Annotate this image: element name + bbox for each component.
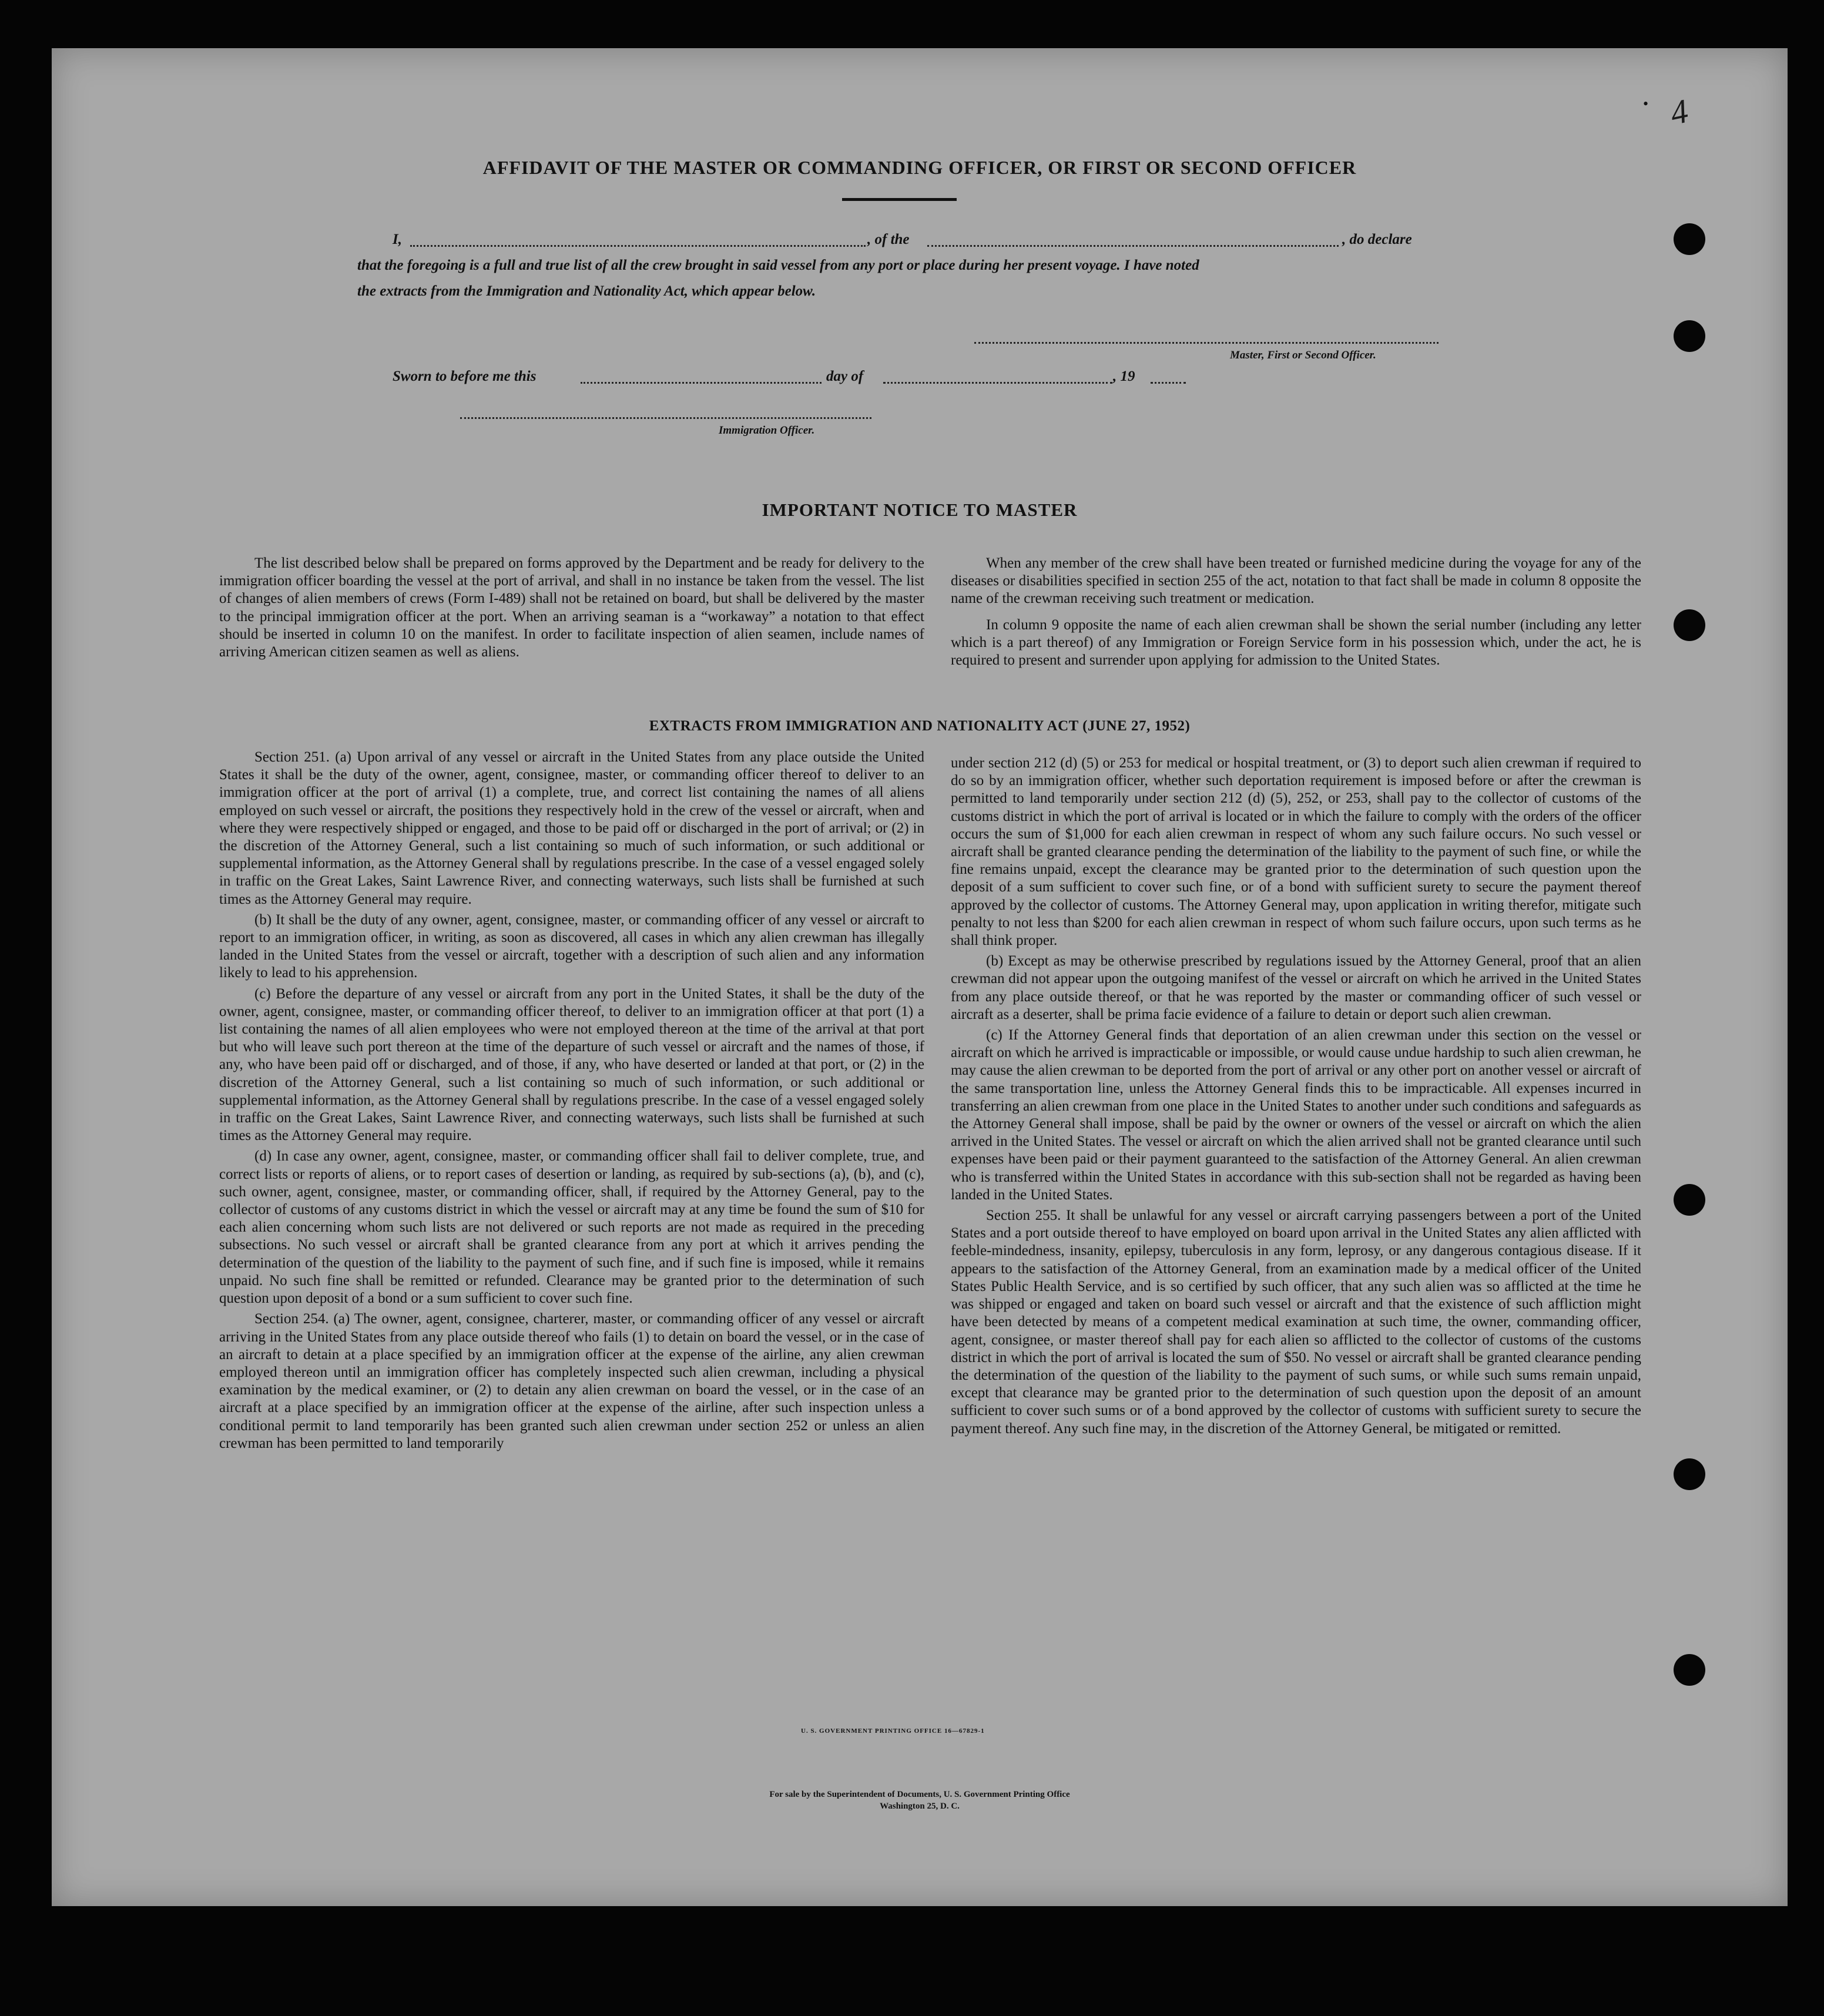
sale-notice	[52, 1789, 1788, 1812]
section-254-c: (c) If the Attorney General finds that deportation of an alien crewman under this section on the vessel or aircraft on which he arrived is impracticable or impossible, or would cause undue hardship to such alien crewman, he may cause the alien crewman to be deported from the port of arrival or any other port on another vessel or aircraft of the same transportation line, unless the Attorney General finds this to be impracticable. All expenses incurred in transferring an alien crewman from one place in the United States to another under such conditions and safeguards as the Attorney General shall impose, shall be paid by the owner or owners of the vessel or aircraft on which the alien arrived in the United States. The vessel or aircraft on which the alien arrived shall not be granted clearance until such expenses have been paid or their payment guaranteed to the satisfaction of the Attorney General. An alien crewman who is transferred within the United States in accordance with this sub-section shall not be regarded as having been landed in the United States.	[951, 1027, 1641, 1203]
extracts-right-column	[951, 754, 1641, 1441]
notice-right-column	[951, 555, 1641, 677]
handwritten-page-mark: 4	[1667, 91, 1692, 133]
master-signature-field[interactable]	[974, 342, 1439, 344]
sworn-month-field[interactable]	[883, 382, 1112, 384]
sale-line-1: For sale by the Superintendent of Documents, U. S. Government Printing Office	[769, 1790, 1070, 1799]
sale-line-2: Washington 25, D. C.	[880, 1802, 960, 1811]
binder-hole	[1674, 320, 1705, 352]
notice-left-paragraph: The list described below shall be prepared on forms approved by the Department and be ready for delivery to the immigration officer boarding the vessel at the port of arrival, and shall in no instance be taken from the vessel. The list of changes of alien members of crews (Form I-489) shall not be retained on board, but shall be delivered by the master to the principal immigration officer at the port. When an arriving seaman is a “workaway” a notation to that effect should be inserted in column 10 on the manifest. In order to facilitate inspection of alien seamen, include names of arriving American citizen seamen as well as aliens.	[219, 555, 924, 660]
section-251-b: (b) It shall be the duty of any owner, agent, consignee, master, or commanding officer of any vessel or aircraft to report to an immigration officer, in writing, as soon as discovered, all cases in which any alien crewman has illegally landed in the United States from the vessel or aircraft, together with a description of such alien and any information likely to lead to his apprehension.	[219, 911, 924, 981]
name-field[interactable]	[410, 245, 866, 247]
notice-left-column	[219, 555, 924, 664]
binder-hole	[1674, 1184, 1705, 1216]
do-declare-label: , do declare	[1342, 232, 1412, 247]
binder-hole	[1674, 609, 1705, 641]
section-251-d: (d) In case any owner, agent, consignee, master, or commanding officer shall fail to deliver complete, true, and correct lists or reports of aliens, or to report cases of desertion or landing, as required by sub-sections (a), (b), and (c), such owner, agent, consignee, master, or commanding officer, shall, if required by the Attorney General, pay to the collector of customs of any customs district in which the vessel or aircraft may at any time be found the sum of $10 for each alien concerning whom such lists are not delivered or such reports are not made as required in the preceding subsections. No such vessel or aircraft shall be granted clearance from any port at which it arrives pending the determination of the question of the liability to the payment of such fine, and if such fine is imposed, while it remains unpaid. No such fine shall be remitted or refunded. Clearance may be granted prior to the determination of such question upon deposit of a bond or a sum sufficient to cover such fine.	[219, 1148, 924, 1307]
day-of-label: day of	[826, 368, 864, 384]
master-caption: Master, First or Second Officer.	[1230, 349, 1376, 361]
year-label: , 19	[1113, 368, 1135, 384]
of-the-label: , of the	[867, 232, 910, 247]
sworn-day-field[interactable]	[581, 382, 822, 384]
extracts-left-column	[219, 749, 924, 1455]
form-page	[52, 48, 1788, 1906]
printing-office-imprint: U. S. GOVERNMENT PRINTING OFFICE 16—67829-1	[801, 1727, 985, 1735]
sworn-year-field[interactable]	[1151, 382, 1186, 384]
affidavit-statement-line2: the extracts from the Immigration and Nationality Act, which appear below.	[357, 283, 816, 299]
title-rule	[842, 198, 957, 201]
binder-hole	[1674, 1458, 1705, 1490]
section-251-c: (c) Before the departure of any vessel or aircraft from any port in the United States, it shall be the duty of the owner, agent, consignee, master, or commanding officer thereof, to deliver to an immigration officer at that port (1) a list containing the names of all alien employees who were not employed thereon at the time of the arrival at that port but who will leave such port thereon at the time of the departure of such vessel or aircraft and the names of those, if any, who have been paid off or discharged, and of those, if any, who have deserted or landed at that port, or (2) in the discretion of the Attorney General, such a list containing so much of such information, or such additional or supplemental information, as the Attorney General shall by regulations prescribe. In the case of a vessel engaged solely in traffic on the Great Lakes, Saint Lawrence River, and connecting waterways, such lists shall be furnished at such times as the Attorney General may require.	[219, 985, 924, 1144]
officer-caption: Immigration Officer.	[719, 424, 815, 437]
section-254-a-continued: under section 212 (d) (5) or 253 for medical or hospital treatment, or (3) to deport such alien crewman if required to do so by an immigration officer, whether such deportation requirement is imposed before or after the crewman is permitted to land temporarily under section 212 (d) (5), 252, or 253, shall pay to the collector of customs of the customs district in which the port of arrival is located or in which the failure to comply with the orders of the officer occurs the sum of $1,000 for each alien crewman in respect of whom any such failure occurs. No such vessel or aircraft shall be granted clearance pending the determination of the liability to the payment of such fine, or while the fine remains unpaid, except the clearance may be granted prior to the determination of such question upon the deposit of a sum sufficient to cover such fine, or of a bond with sufficient surety to secure the payment thereof approved by the collector of customs. The Attorney General may, upon application in writing therefor, mitigate such penalty to not less than $200 for each alien crewman in respect of whom such failure occurs, upon such terms as he shall think proper.	[951, 755, 1641, 949]
affidavit-title: AFFIDAVIT OF THE MASTER OR COMMANDING OFFICER, OR FIRST OR SECOND OFFICER	[482, 157, 1357, 178]
binder-hole	[1674, 1654, 1705, 1686]
ink-dot: •	[1643, 95, 1649, 112]
section-254-a: Section 254. (a) The owner, agent, consignee, charterer, master, or commanding officer of any vessel or aircraft arriving in the United States from any place outside thereof who fails (1) to detain on board the vessel, or in the case of an aircraft to detain at a place specified by an immigration officer at the expense of the airline, any alien crewman employed thereon until an immigration officer has completely inspected such alien crewman, including a physical examination by the medical examiner, or (2) to detain any alien crewman on board the vessel, or in the case of an aircraft at a place specified by an immigration officer at the expense of the airline, after such inspection unless a conditional permit to land temporarily has been granted such alien crewman under section 252 or unless an alien crewman has been permitted to land temporarily	[219, 1311, 924, 1451]
affidavit-i-label: I,	[393, 232, 402, 247]
sworn-label: Sworn to before me this	[393, 368, 537, 384]
extracts-title: EXTRACTS FROM IMMIGRATION AND NATIONALITY ACT (JUNE 27, 1952)	[649, 718, 1191, 734]
section-254-b: (b) Except as may be otherwise prescribed by regulations issued by the Attorney General, proof that an alien crewman did not appear upon the outgoing manifest of the vessel or aircraft on which he arrived in the United States from any place outside thereof, or that he was reported by the master or commanding officer of such vessel or aircraft as a deserter, shall be prima facie evidence of a failure to detain or deport such alien crewman.	[951, 953, 1641, 1022]
binder-hole	[1674, 223, 1705, 255]
notice-right-paragraph-2: In column 9 opposite the name of each alien crewman shall be shown the serial number (including any letter which is a part thereof) of any Immigration or Foreign Service form in his possession which, under the act, he is required to present and surrender upon applying for admission to the United States.	[951, 616, 1641, 669]
section-255: Section 255. It shall be unlawful for any vessel or aircraft carrying passengers between a port of the United States and a port outside thereof to have employed on board upon arrival in the United States any alien afflicted with feeble-mindedness, insanity, epilepsy, tuberculosis in any form, leprosy, or any dangerous contagious disease. If it appears to the satisfaction of the Attorney General, from an examination made by a medical officer of the United States Public Health Service, and is so certified by such officer, that any such alien was so afflicted at the time he was shipped or engaged and taken on board such vessel or aircraft and that the existence of such affliction might have been detected by means of a competent medical examination at such time, the owner, commanding officer, agent, consignee, or master thereof shall pay for each alien so afflicted to the collector of customs of the customs district in which the port of arrival is located the sum of $50. No vessel or aircraft shall be granted clearance pending the determination of the question of the liability to the payment of such sums, or while such sums remain unpaid, except that clearance may be granted prior to the determination of such question upon the deposit of an amount sufficient to cover such sums or of a bond approved by the collector of customs with sufficient surety to secure the payment thereof. Any such fine may, in the discretion of the Attorney General, be mitigated or remitted.	[951, 1207, 1641, 1437]
vessel-field[interactable]	[927, 245, 1339, 247]
officer-signature-field[interactable]	[460, 417, 871, 419]
notice-title: IMPORTANT NOTICE TO MASTER	[762, 499, 1078, 520]
section-251-a: Section 251. (a) Upon arrival of any vessel or aircraft in the United States from any place outside the United States it shall be the duty of the owner, agent, consignee, master, or commanding officer thereof to deliver to an immigration officer at the port of arrival (1) a complete, true, and correct list containing the names of all aliens employed on such vessel or aircraft, the positions they respectively hold in the crew of the vessel or aircraft, when and where they were respectively shipped or engaged, and those to be paid off or discharged in the port of arrival; or (2) in the discretion of the Attorney General, such a list containing so much of such information, or such additional or supplemental information, as the Attorney General shall by regulations prescribe. In the case of a vessel engaged solely in traffic on the Great Lakes, Saint Lawrence River, and connecting waterways, such lists shall be furnished at such times as the Attorney General may require.	[219, 749, 924, 907]
notice-right-paragraph-1: When any member of the crew shall have been treated or furnished medicine during the voyage for any of the diseases or disabilities specified in section 255 of the act, notation to that fact shall be made in column 8 opposite the name of the crewman receiving such treatment or medication.	[951, 555, 1641, 607]
affidavit-statement-line1: that the foregoing is a full and true list of all the crew brought in said vessel from any port or place during her present voyage. I have noted	[357, 257, 1199, 273]
